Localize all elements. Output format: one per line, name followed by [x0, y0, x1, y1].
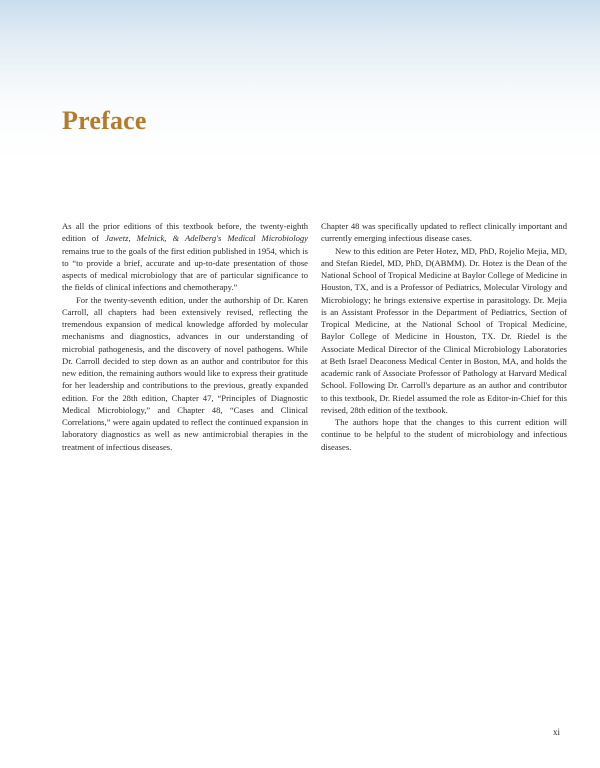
book-title: Jawetz, Melnick, & Adelberg's Medical Microbiology: [105, 233, 308, 244]
paragraph: The authors hope that the changes to this current edition will continue to be helpful to the student of microbiology and infectious diseases.: [321, 417, 567, 452]
paragraph: Chapter 48 was specifically updated to reflect clinically important and currently emerging infectious disease cases.: [321, 221, 567, 244]
paragraph-text: remains true to the goals of the first edition published in 1954, which is to “to provide a brief, accurate and up-to-date presentation of those aspects of medical microbiology that are of particular significance to the fields of clinical infections and chemotherapy.”: [62, 245, 308, 293]
paragraph-text: As all the prior editions of this textbook before, the twenty-eighth edition of: [62, 221, 308, 244]
left-column: [62, 220, 308, 453]
paragraph: [62, 220, 308, 294]
paragraph: For the twenty-seventh edition, under the authorship of Dr. Karen Carroll, all chapters had been extensively revised, reflecting the tremendous expansion of medical knowledge afforded by molecular mechanisms and diagnostics, advances in our understanding of microbial pathogenesis, and the discovery of novel pathogens. While Dr. Carroll decided to step down as an author and contributor for this new edition, the remaining authors would like to express their gratitude for her leadership and contributions to the previous, greatly expanded edition. For the 28th edition, Chapter 47, “Principles of Diagnostic Medical Microbiology,” and Chapter 48, “Cases and Clinical Correlations,” were again updated to reflect the continued expansion in laboratory diagnostics as well as new antimicrobial therapies in the treatment of infectious diseases.: [62, 294, 308, 452]
right-column: [321, 220, 567, 453]
page-title: Preface: [62, 106, 147, 135]
page-number: xi: [553, 727, 561, 737]
paragraph: New to this edition are Peter Hotez, MD, PhD, Rojelio Mejia, MD, and Stefan Riedel, MD, PhD, D(ABMM). Dr. Hotez is the Dean of the National School of Tropical Medicine at Baylor College of Medicine in Houston, TX, and is a Professor of Pediatrics, Molecular Virology and Microbiology; he brings extensive expertise in parasitology. Dr. Mejia is an Assistant Professor in the Department of Pediatrics, Section of Tropical Medicine, at the National School of Tropical Medicine, Baylor College of Medicine in Houston, TX. Dr. Riedel is the Associate Medical Director of the Clinical Microbiology Laboratories at Beth Israel Deaconess Medical Center in Boston, MA, and holds the academic rank of Associate Professor of Pathology at Harvard Medical School. Following Dr. Carroll's departure as an author and contributor to this textbook, Dr. Riedel assumed the role as Editor-in-Chief for this revised, 28th edition of the textbook.: [321, 245, 567, 415]
